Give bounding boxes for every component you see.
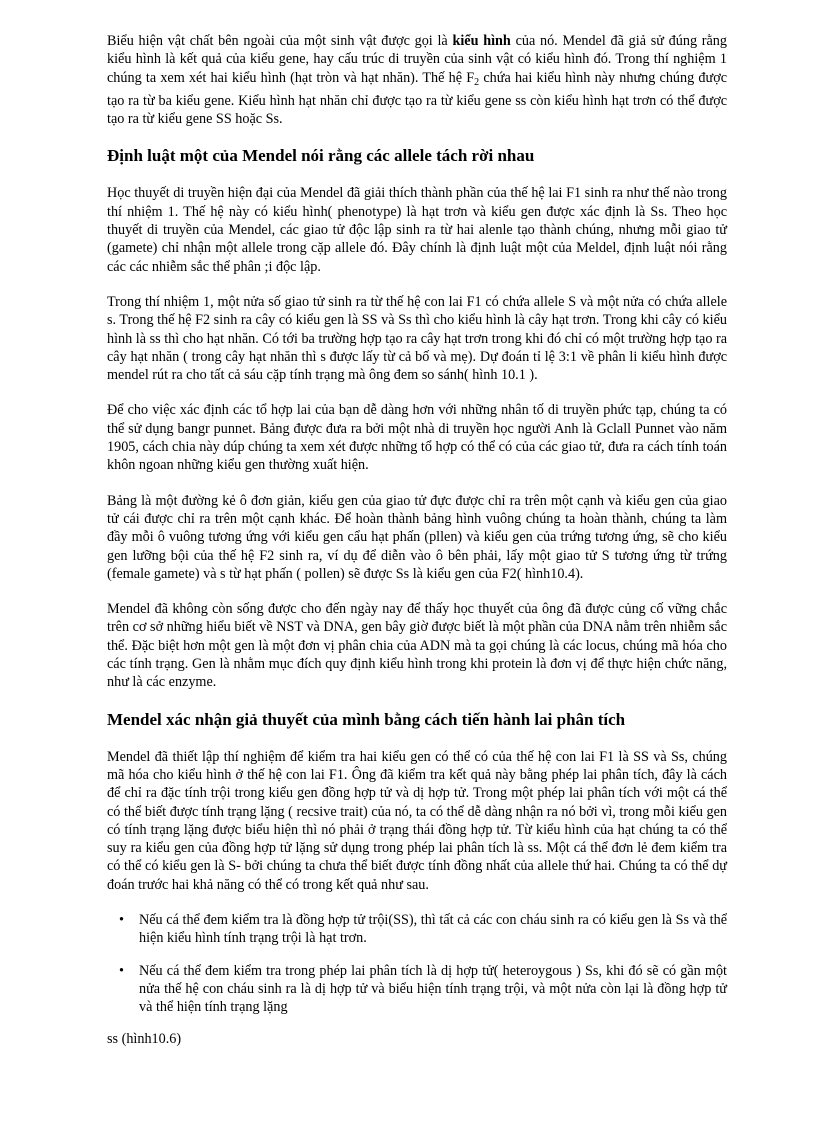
paragraph-modern-theory: Học thuyết di truyền hiện đại của Mendel đã giải thích thành phần của thế hệ lai F1 sinh ra như thế nào trong thí nhiệm 1. Thế hệ này có kiểu hình( phenotype) là hạt trơn và kiểu gen được xác định là Ss. Theo học thuyết di truyền của Mendel, các giao tử độc lập sinh ra từ hai alenle tạo thành chúng, nhưng mỗi giao tử (gamete) chỉ nhận một allele trong cặp allele đó. Đây chính là định luật một của Meldel, định luật nói rằng các các nhiễm sắc thể phân ;i độc lập. [107, 185, 727, 275]
bullet-icon: • [119, 962, 124, 979]
paragraph-dna-genes: Mendel đã không còn sống được cho đến ngày nay để thấy học thuyết của ông đã được củng cố vững chắc trên cơ sở những hiểu biết về NST và DNA, gen bây giờ được biết là một phần của DNA nằm trên nhiễm sắc thể. Đặc biệt hơn một gen là một đơn vị phân chia của ADN mà ta gọi chúng là các locus, chúng mã hóa cho các tính trạng. Gen là nhằm mục đích quy định kiểu hình trong khi protein là đơn vị để thực hiện chức năng, như là các enzyme. [107, 601, 727, 691]
term-phenotype: kiểu hình [452, 33, 511, 49]
heading-test-cross: Mendel xác nhận giả thuyết của mình bằng cách tiến hành lai phân tích [107, 709, 626, 729]
bullet-icon: • [119, 911, 124, 928]
paragraph-experiment-one: Trong thí nhiệm 1, một nửa số giao tử sinh ra từ thế hệ con lai F1 có chứa allele S và một nửa có chứa allele s. Trong thế hệ F2 sinh ra cây có kiểu gen là SS và Ss thì cho kiểu hình là cây hạt trơn. Trong khi cây có kiểu hình là ss thì cho hạt nhăn. Có tới ba trường hợp tạo ra cây hạt trơn trong khi đó chỉ có một trường hợp tạo ra cây hạt nhăn ( trong cây hạt nhăn thì s được lấy từ cả bố và mẹ). Dự đoán tỉ lệ 3:1 về phân li kiểu hình được mendel rút ra cho tất cả sáu cặp tính trạng mà ông đem so sánh( hình 10.1 ). [107, 293, 727, 384]
paragraph-phenotype-intro: Biểu hiện vật chất bên ngoài của một sinh vật được gọi là kiểu hình của nó. Mendel đã giả sử đúng rằng kiểu hình là kết quả của kiểu gene, hay cấu trúc di truyền của sinh vật có kiểu hình đó. Trong thí nghiệm 1 chúng ta xem xét hai kiểu hình (hạt tròn và hạt nhăn). Thế hệ $F_2$ chứa hai kiểu hình này nhưng chúng được tạo ra từ ba kiểu gene. Kiểu hình hạt nhăn chỉ được tạo ra từ kiểu gene ss còn kiểu hình hạt trơn có thể được tạo ra từ kiểu gene SS hoặc Ss. [107, 33, 727, 128]
list-item: • Nếu cá thể đem kiểm tra trong phép lai phân tích là dị hợp tử( heteroygous ) Ss, khi đó sẽ có gần một nửa thế hệ con cháu sinh ra là dị hợp tử và biểu hiện tính trạng trội, và một nửa còn lại là đồng hợp tử và thể hiện tính trạng lặng [119, 962, 727, 1016]
list-item: • Nếu cá thể đem kiểm tra là đồng hợp tử trội(SS), thì tất cả các con cháu sinh ra có kiểu gen là Ss và thể hiện kiểu hình tính trạng trội là hạt trơn. [119, 911, 727, 947]
document-page [107, 32, 727, 1049]
paragraph-punnett-grid: Bảng là một đường kẻ ô đơn giản, kiểu gen của giao tử đực được chỉ ra trên một cạnh và kiểu gen của giao tử cái được chỉ ra trên một cạnh khác. Để hoàn thành bảng hình vuông chúng ta hoàn thành, chúng ta làm đầy mỗi ô vuông tương ứng với kiểu gen cẩu hạt phấn (pllen) và kiểu gen của trứng tương ứng, sẽ cho kiểu gen lưỡng bội của thế hệ F2 sinh ra, ví dụ để diễn vào ô bên phải, lấy một giao tử S tương ứng từ trứng (female gamete) và s từ hạt phấn ( pollen) sẽ được Ss là kiểu gen của F2( hình10.4). [107, 492, 727, 582]
heading-mendel-first-law: Định luật một của Mendel nói rằng các allele tách rời nhau [107, 146, 535, 166]
paragraph-test-cross: Mendel đã thiết lập thí nghiệm để kiểm tra hai kiểu gen có thể có của thế hệ con lai F1 là SS và Ss, chúng mã hóa cho kiểu hình ở thế hệ con lai F1. Ông đã kiểm tra kết quả này bằng phép lai phân tích, đây là cách để chỉ ra đặc tính trội trong kiểu gen đồng hợp tử và dị hợp tử. Trong một phép lai phân tích với một cá thể có thể biết được tính trạng lặng ( recsive trait) của nó, ta có thể dễ dàng nhận ra nó bởi vì, trong mỗi kiểu gen có tính trạng lặng được biểu hiện thì nó phải ở trạng thái đồng hợp tử. Từ kiểu hình của hạt chúng ta có thể suy ra kiểu gen của đồng hợp tử lặng sử dụng trong phép lai phân tích là ss. Một cá thể đơn lẻ đem kiểm tra có thể có kiểu gen là S- bởi chúng ta chưa thể biết được tính đồng nhất của allele thứ hai. Chúng ta có thể dự đoán trước hai khả năng có thể có trong kết quả như sau. [107, 748, 727, 893]
footer-figure-reference: ss (hình10.6) [107, 1031, 182, 1048]
bullet-list [107, 911, 727, 1016]
paragraph-punnett-intro: Để cho việc xác định các tổ hợp lai của bạn dễ dàng hơn với những nhân tố di truyền phức tạp, chúng ta có thể sử dụng bangr punnet. Bảng được đưa ra bởi một nhà di truyền học người Anh là Gclall Punnet vào năm 1905, cách chia này dúp chúng ta xem xét được những tổ hợp có thể có của các giao tử, đưa ra cách tính toán khôn ngoan những kiểu gen thường xuất hiện. [107, 402, 727, 474]
